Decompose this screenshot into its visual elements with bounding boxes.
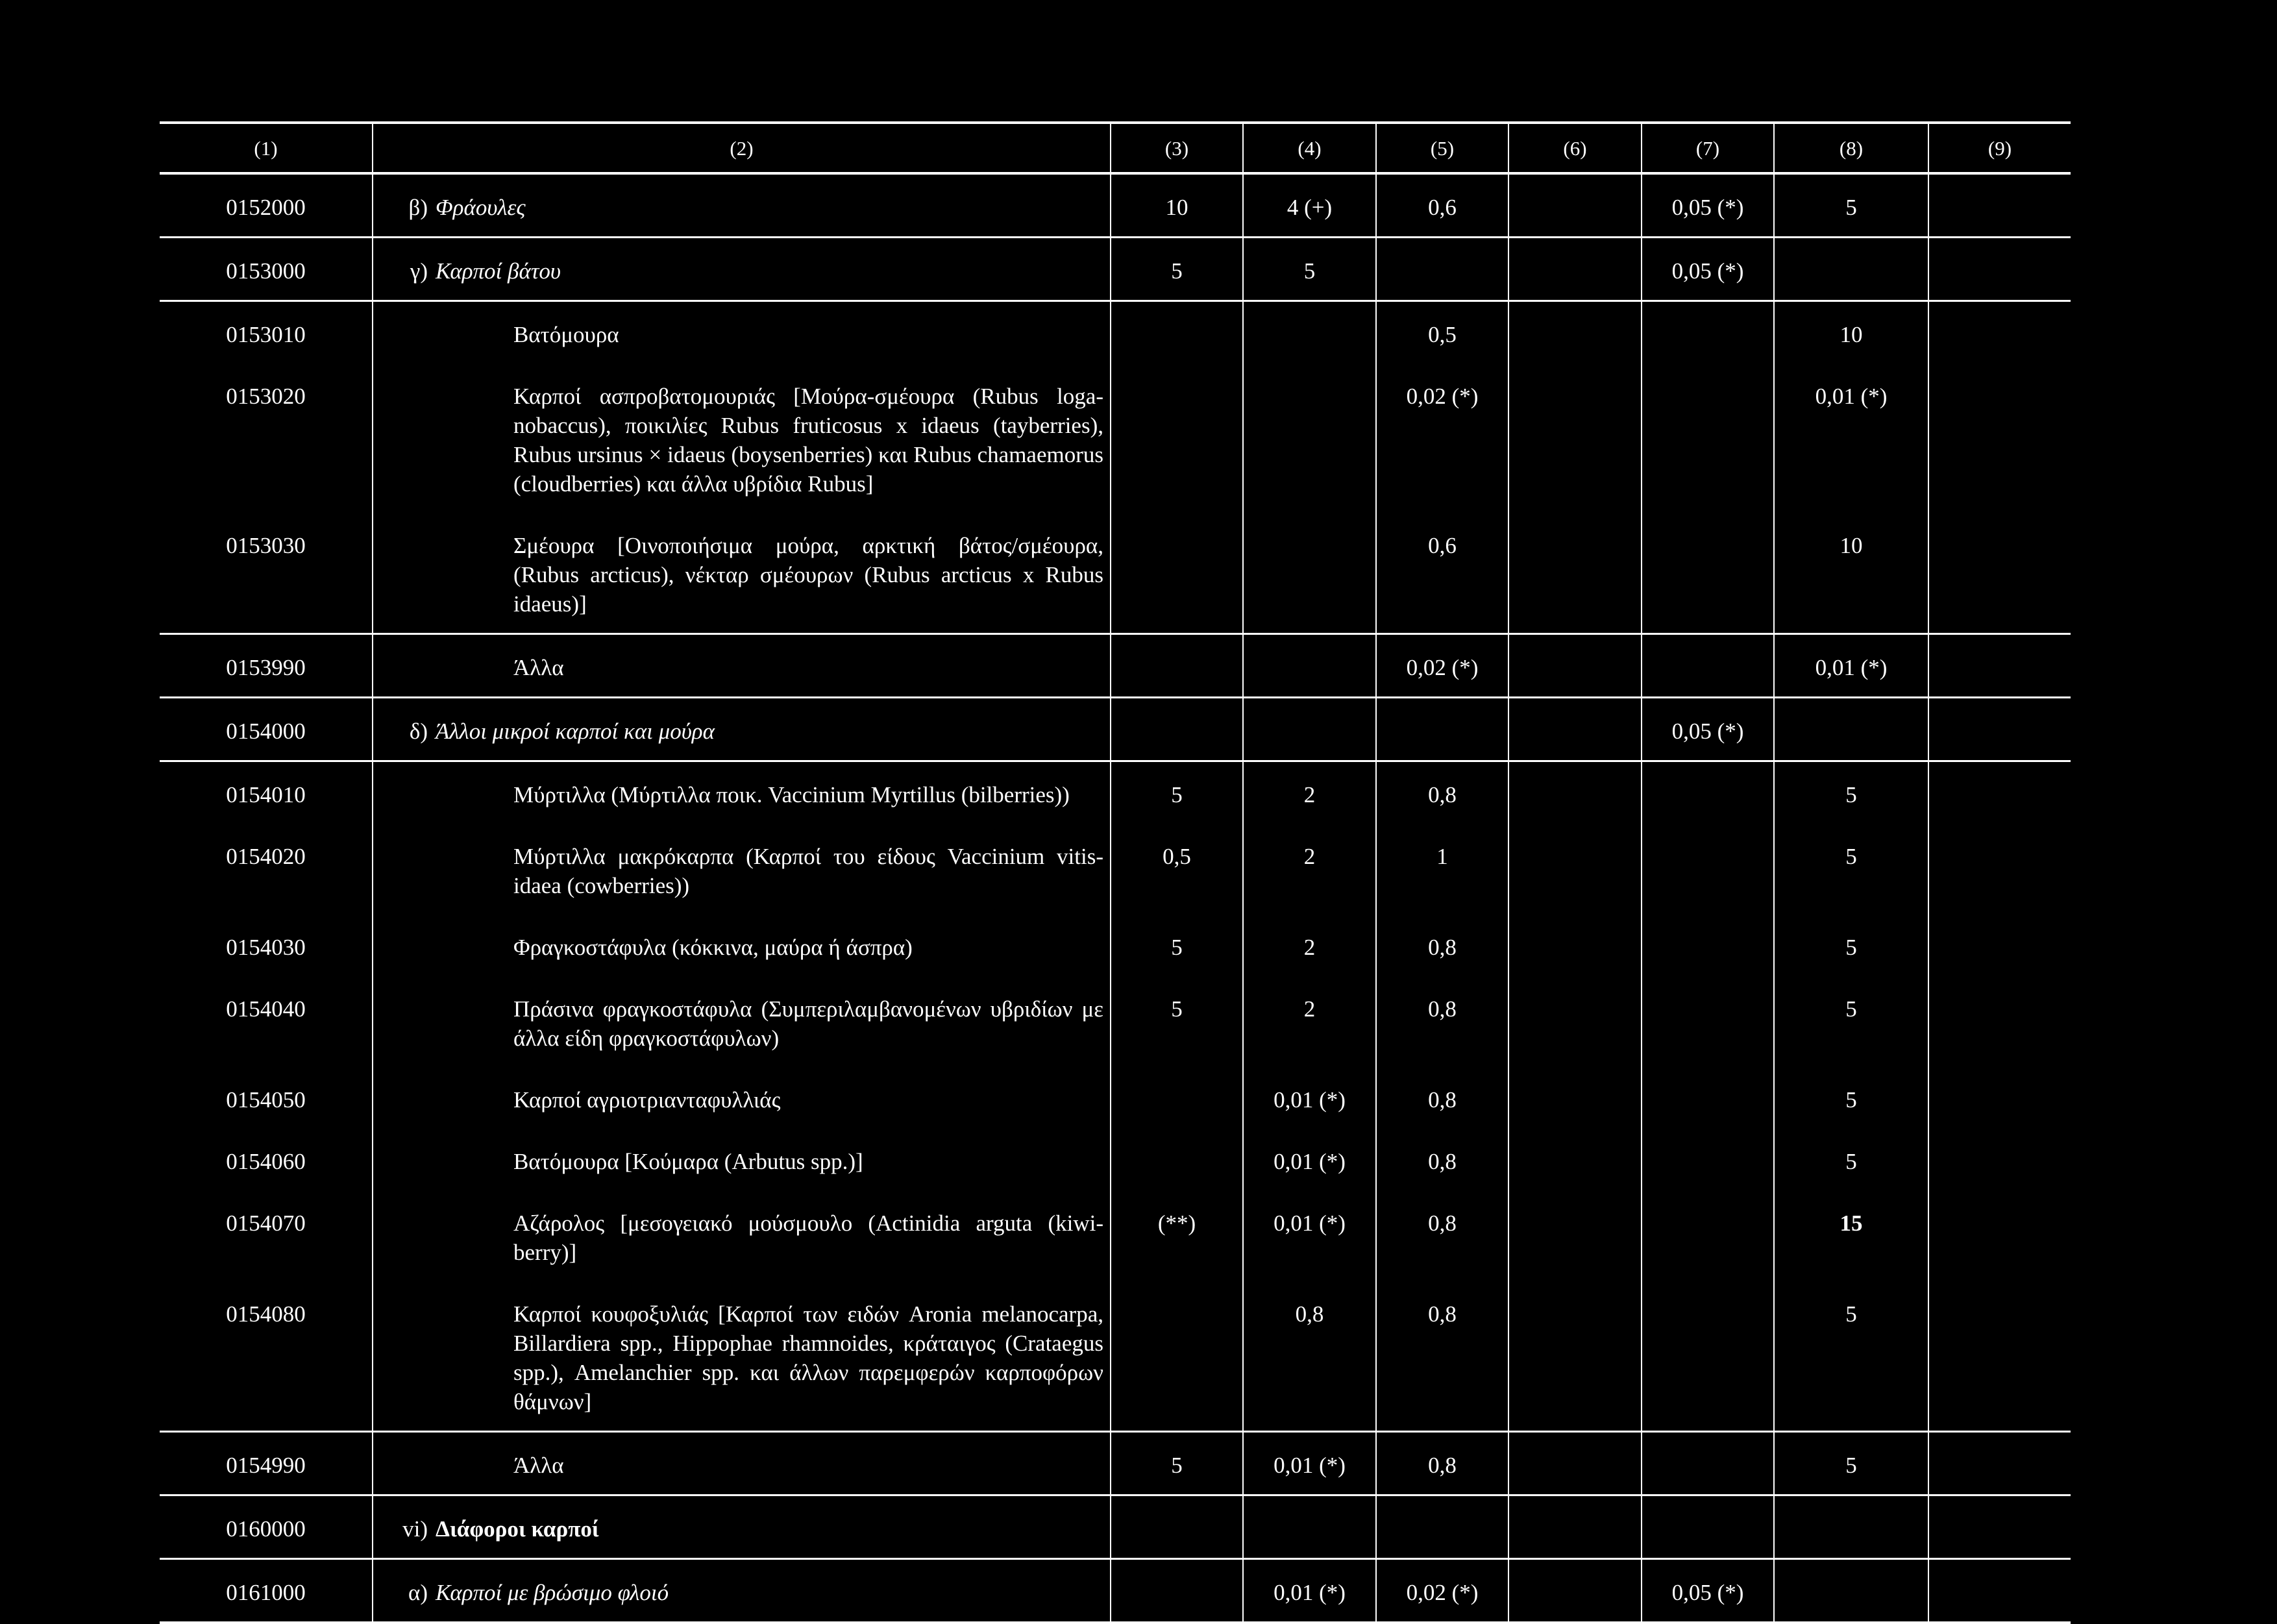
product-name: Καρποί κουφοξυλιάς [Καρποί των ειδών Aronia melanocarpa, Billardiera spp., Hippophae rhamnoides, κράταιγος (Crataegus spp.), Amelanchier spp. και άλλων παρεμφερών καρποφόρων θάμνων] (513, 1301, 1103, 1414)
value-cell (1928, 1190, 2071, 1281)
product-code: 0154040 (226, 996, 306, 1022)
value-cell: 5 (1774, 1432, 1928, 1495)
product-code: 0154070 (226, 1211, 306, 1236)
category-name: Φράουλες (436, 195, 526, 220)
value-cell: 0,01 (*) (1243, 1432, 1376, 1495)
value-cell: 10 (1111, 173, 1243, 238)
value-cell (1508, 1281, 1642, 1432)
value-cell (1774, 698, 1928, 761)
value-cell: 2 (1243, 976, 1376, 1067)
value-cell (1928, 915, 2071, 976)
value-cell: 0,01 (*) (1774, 363, 1928, 513)
table-row (160, 1281, 2071, 1432)
value-cell (1928, 238, 2071, 301)
value-cell (1508, 1432, 1642, 1495)
product-description (373, 1190, 1111, 1281)
value-cell (1508, 1190, 1642, 1281)
value-cell (1111, 1495, 1243, 1559)
value-cell (1642, 824, 1774, 915)
value-cell: 0,8 (1376, 915, 1508, 976)
value-cell (1642, 761, 1774, 824)
value-cell: 0,8 (1376, 1067, 1508, 1129)
value-cell (1508, 824, 1642, 915)
value-cell (1376, 698, 1508, 761)
value-cell: 5 (1774, 1129, 1928, 1190)
value-cell (1928, 634, 2071, 698)
product-code: 0160000 (160, 1495, 373, 1559)
value-cell: 0,5 (1111, 824, 1243, 915)
value-cell: 0,8 (1376, 1129, 1508, 1190)
product-description (373, 513, 1111, 634)
mrl-table (160, 121, 2071, 1624)
product-description (373, 761, 1111, 824)
product-code: 0153020 (226, 384, 306, 409)
value-cell (1508, 634, 1642, 698)
value-cell (1508, 513, 1642, 634)
table-row (160, 363, 2071, 513)
value-cell (1243, 1495, 1376, 1559)
value-cell (1642, 1129, 1774, 1190)
category-marker: β) (408, 195, 428, 220)
value-cell: 0,6 (1376, 513, 1508, 634)
value-cell (1774, 238, 1928, 301)
value-cell (1642, 301, 1774, 364)
product-description (373, 238, 1111, 301)
value-cell (1111, 513, 1243, 634)
column-header: (5) (1376, 123, 1508, 173)
product-description (373, 1067, 1111, 1129)
product-code: 0153010 (226, 322, 306, 347)
value-cell (1111, 1129, 1243, 1190)
product-code: 0154990 (160, 1432, 373, 1495)
table-row (160, 301, 2071, 364)
value-cell: 2 (1243, 915, 1376, 976)
value-cell: 5 (1774, 915, 1928, 976)
value-cell (1243, 363, 1376, 513)
product-description (373, 915, 1111, 976)
product-description (373, 1495, 1111, 1559)
value-cell (1642, 1067, 1774, 1129)
product-name: Αζάρολος [μεσογειακό μούσμουλο (Actinidia arguta (kiwiberry)] (513, 1211, 1103, 1265)
column-header: (2) (373, 123, 1111, 173)
category-name: Άλλοι μικροί καρποί και μούρα (436, 719, 715, 744)
table-row (160, 1495, 2071, 1559)
category-name: Καρποί με βρώσιμο φλοιό (436, 1580, 669, 1605)
product-description (373, 1281, 1111, 1432)
value-cell: 0,6 (1376, 173, 1508, 238)
category-marker: δ) (409, 719, 428, 744)
value-cell (1243, 513, 1376, 634)
product-code: 0154020 (226, 844, 306, 869)
value-cell: 0,8 (1376, 761, 1508, 824)
product-description (373, 976, 1111, 1067)
value-cell: 0,01 (*) (1243, 1190, 1376, 1281)
value-cell (1508, 761, 1642, 824)
value-cell (1928, 173, 2071, 238)
value-cell (1243, 634, 1376, 698)
value-cell (1376, 238, 1508, 301)
value-cell (1928, 1281, 2071, 1432)
value-cell (1928, 1495, 2071, 1559)
category-marker: α) (408, 1580, 428, 1605)
product-code: 0153000 (160, 238, 373, 301)
value-cell: 0,01 (*) (1774, 634, 1928, 698)
product-description (373, 1129, 1111, 1190)
category-marker: vi) (402, 1516, 428, 1542)
value-cell (1928, 1432, 2071, 1495)
table-row (160, 824, 2071, 915)
table-row (160, 173, 2071, 238)
product-code: 0154080 (160, 1281, 373, 1432)
value-cell: 0,5 (1376, 301, 1508, 364)
value-cell (1243, 301, 1376, 364)
table-row (160, 1432, 2071, 1495)
value-cell: 0,01 (*) (1243, 1067, 1376, 1129)
value-cell (1642, 513, 1774, 634)
value-cell (1642, 363, 1774, 513)
product-code: 0153990 (160, 634, 373, 698)
value-cell (1642, 1432, 1774, 1495)
value-cell (1928, 976, 2071, 1067)
category-name: Διάφοροι καρποί (436, 1516, 599, 1542)
value-cell (1243, 698, 1376, 761)
value-cell: 5 (1111, 238, 1243, 301)
mrl-table-page (160, 121, 2071, 1624)
value-cell: 5 (1774, 173, 1928, 238)
column-header: (3) (1111, 123, 1243, 173)
value-cell (1642, 1190, 1774, 1281)
value-cell: 5 (1243, 238, 1376, 301)
product-description (373, 173, 1111, 238)
value-cell (1508, 173, 1642, 238)
value-cell (1928, 363, 2071, 513)
table-row (160, 1129, 2071, 1190)
value-cell (1376, 1495, 1508, 1559)
value-cell (1111, 1067, 1243, 1129)
value-cell (1774, 1559, 1928, 1623)
value-cell: 0,8 (1376, 1432, 1508, 1495)
value-cell (1774, 1495, 1928, 1559)
value-cell (1928, 1067, 2071, 1129)
product-code: 0154010 (226, 782, 306, 807)
value-cell (1508, 238, 1642, 301)
value-cell (1928, 698, 2071, 761)
table-row (160, 1067, 2071, 1129)
product-name: Άλλα (513, 655, 564, 680)
product-name: Σμέουρα [Οινοποιήσιμα μούρα, αρκτική βάτος/σμέουρα, (Rubus arcticus), νέκταρ σμέουρων (Rubus arcticus x Rubus idaeus)] (513, 533, 1103, 617)
product-name: Πράσινα φραγκοστάφυλα (Συμπεριλαμβανομένων υβριδίων με άλλα είδη φραγκοστάφυλων) (513, 996, 1103, 1051)
value-cell: 5 (1774, 1281, 1928, 1432)
value-cell: 5 (1774, 761, 1928, 824)
value-cell (1111, 1281, 1243, 1432)
value-cell: 0,8 (1376, 1190, 1508, 1281)
value-cell: 0,02 (*) (1376, 1559, 1508, 1623)
value-cell (1642, 1281, 1774, 1432)
value-cell (1111, 698, 1243, 761)
value-cell (1642, 915, 1774, 976)
product-name: Βατόμουρα (513, 322, 619, 347)
product-description (373, 363, 1111, 513)
value-cell: 5 (1774, 1067, 1928, 1129)
value-cell (1928, 761, 2071, 824)
value-cell: 0,02 (*) (1376, 634, 1508, 698)
table-row (160, 513, 2071, 634)
value-cell (1928, 513, 2071, 634)
value-cell: 0,8 (1243, 1281, 1376, 1432)
column-header: (8) (1774, 123, 1928, 173)
column-header: (9) (1928, 123, 2071, 173)
product-code: 0154030 (226, 935, 306, 960)
value-cell: 2 (1243, 824, 1376, 915)
category-marker: γ) (410, 258, 428, 284)
value-cell: 0,05 (*) (1642, 173, 1774, 238)
table-row (160, 1559, 2071, 1623)
column-header: (4) (1243, 123, 1376, 173)
table-row (160, 1190, 2071, 1281)
value-cell (1508, 976, 1642, 1067)
product-description (373, 1559, 1111, 1623)
value-cell: 0,05 (*) (1642, 698, 1774, 761)
value-cell (1111, 363, 1243, 513)
product-code: 0154050 (226, 1087, 306, 1113)
value-cell: 0,8 (1376, 976, 1508, 1067)
product-code: 0154000 (160, 698, 373, 761)
product-name: Μύρτιλλα (Μύρτιλλα ποικ. Vaccinium Myrtillus (bilberries)) (513, 782, 1070, 807)
value-cell: 5 (1774, 824, 1928, 915)
table-row (160, 698, 2071, 761)
value-cell (1111, 634, 1243, 698)
product-code: 0152000 (160, 173, 373, 238)
value-cell (1642, 634, 1774, 698)
value-cell (1508, 1129, 1642, 1190)
product-description (373, 1432, 1111, 1495)
value-cell (1111, 301, 1243, 364)
value-cell: 0,05 (*) (1642, 238, 1774, 301)
header-row (160, 123, 2071, 173)
value-cell (1642, 1495, 1774, 1559)
product-description (373, 301, 1111, 364)
product-code: 0161000 (160, 1559, 373, 1623)
value-cell: 0,01 (*) (1243, 1559, 1376, 1623)
value-cell (1928, 301, 2071, 364)
product-name: Καρποί ασπροβατομουριάς [Μούρα-σμέουρα (Rubus loganobaccus), ποικιλίες Rubus fruticosus x idaeus (tayberries), Rubus ursinus × idaeus (boysenberries) και Rubus chamaemorus (cloudberries) και άλλα υβρίδια Rubus] (513, 384, 1103, 497)
value-cell (1642, 976, 1774, 1067)
value-cell (1111, 1559, 1243, 1623)
product-description (373, 634, 1111, 698)
value-cell (1928, 1559, 2071, 1623)
value-cell: 10 (1774, 513, 1928, 634)
value-cell: 1 (1376, 824, 1508, 915)
product-name: Βατόμουρα [Κούμαρα (Arbutus spp.)] (513, 1149, 863, 1174)
value-cell: 0,02 (*) (1376, 363, 1508, 513)
category-name: Καρποί βάτου (436, 258, 561, 284)
product-name: Καρποί αγριοτριανταφυλλιάς (513, 1087, 781, 1113)
table-row (160, 634, 2071, 698)
value-cell: 10 (1774, 301, 1928, 364)
column-header: (7) (1642, 123, 1774, 173)
table-row (160, 915, 2071, 976)
value-cell: 2 (1243, 761, 1376, 824)
value-cell: (**) (1111, 1190, 1243, 1281)
column-header: (6) (1508, 123, 1642, 173)
value-cell (1928, 1129, 2071, 1190)
product-name: Μύρτιλλα μακρόκαρπα (Καρποί του είδους Vaccinium vitis-idaea (cowberries)) (513, 844, 1103, 898)
value-cell: 15 (1774, 1190, 1928, 1281)
value-cell: 0,8 (1376, 1281, 1508, 1432)
value-cell (1508, 915, 1642, 976)
value-cell (1508, 1559, 1642, 1623)
product-description (373, 698, 1111, 761)
value-cell (1508, 698, 1642, 761)
column-header: (1) (160, 123, 373, 173)
value-cell: 5 (1111, 915, 1243, 976)
value-cell (1508, 363, 1642, 513)
table-row (160, 761, 2071, 824)
value-cell (1928, 824, 2071, 915)
product-name: Άλλα (513, 1453, 564, 1478)
value-cell: 0,05 (*) (1642, 1559, 1774, 1623)
value-cell: 5 (1111, 761, 1243, 824)
value-cell: 0,01 (*) (1243, 1129, 1376, 1190)
product-name: Φραγκοστάφυλα (κόκκινα, μαύρα ή άσπρα) (513, 935, 913, 960)
value-cell: 4 (+) (1243, 173, 1376, 238)
table-row (160, 238, 2071, 301)
value-cell (1508, 1495, 1642, 1559)
product-code: 0153030 (160, 513, 373, 634)
value-cell (1508, 301, 1642, 364)
product-description (373, 824, 1111, 915)
value-cell: 5 (1774, 976, 1928, 1067)
value-cell (1508, 1067, 1642, 1129)
table-row (160, 976, 2071, 1067)
value-cell: 5 (1111, 976, 1243, 1067)
value-cell: 5 (1111, 1432, 1243, 1495)
product-code: 0154060 (226, 1149, 306, 1174)
